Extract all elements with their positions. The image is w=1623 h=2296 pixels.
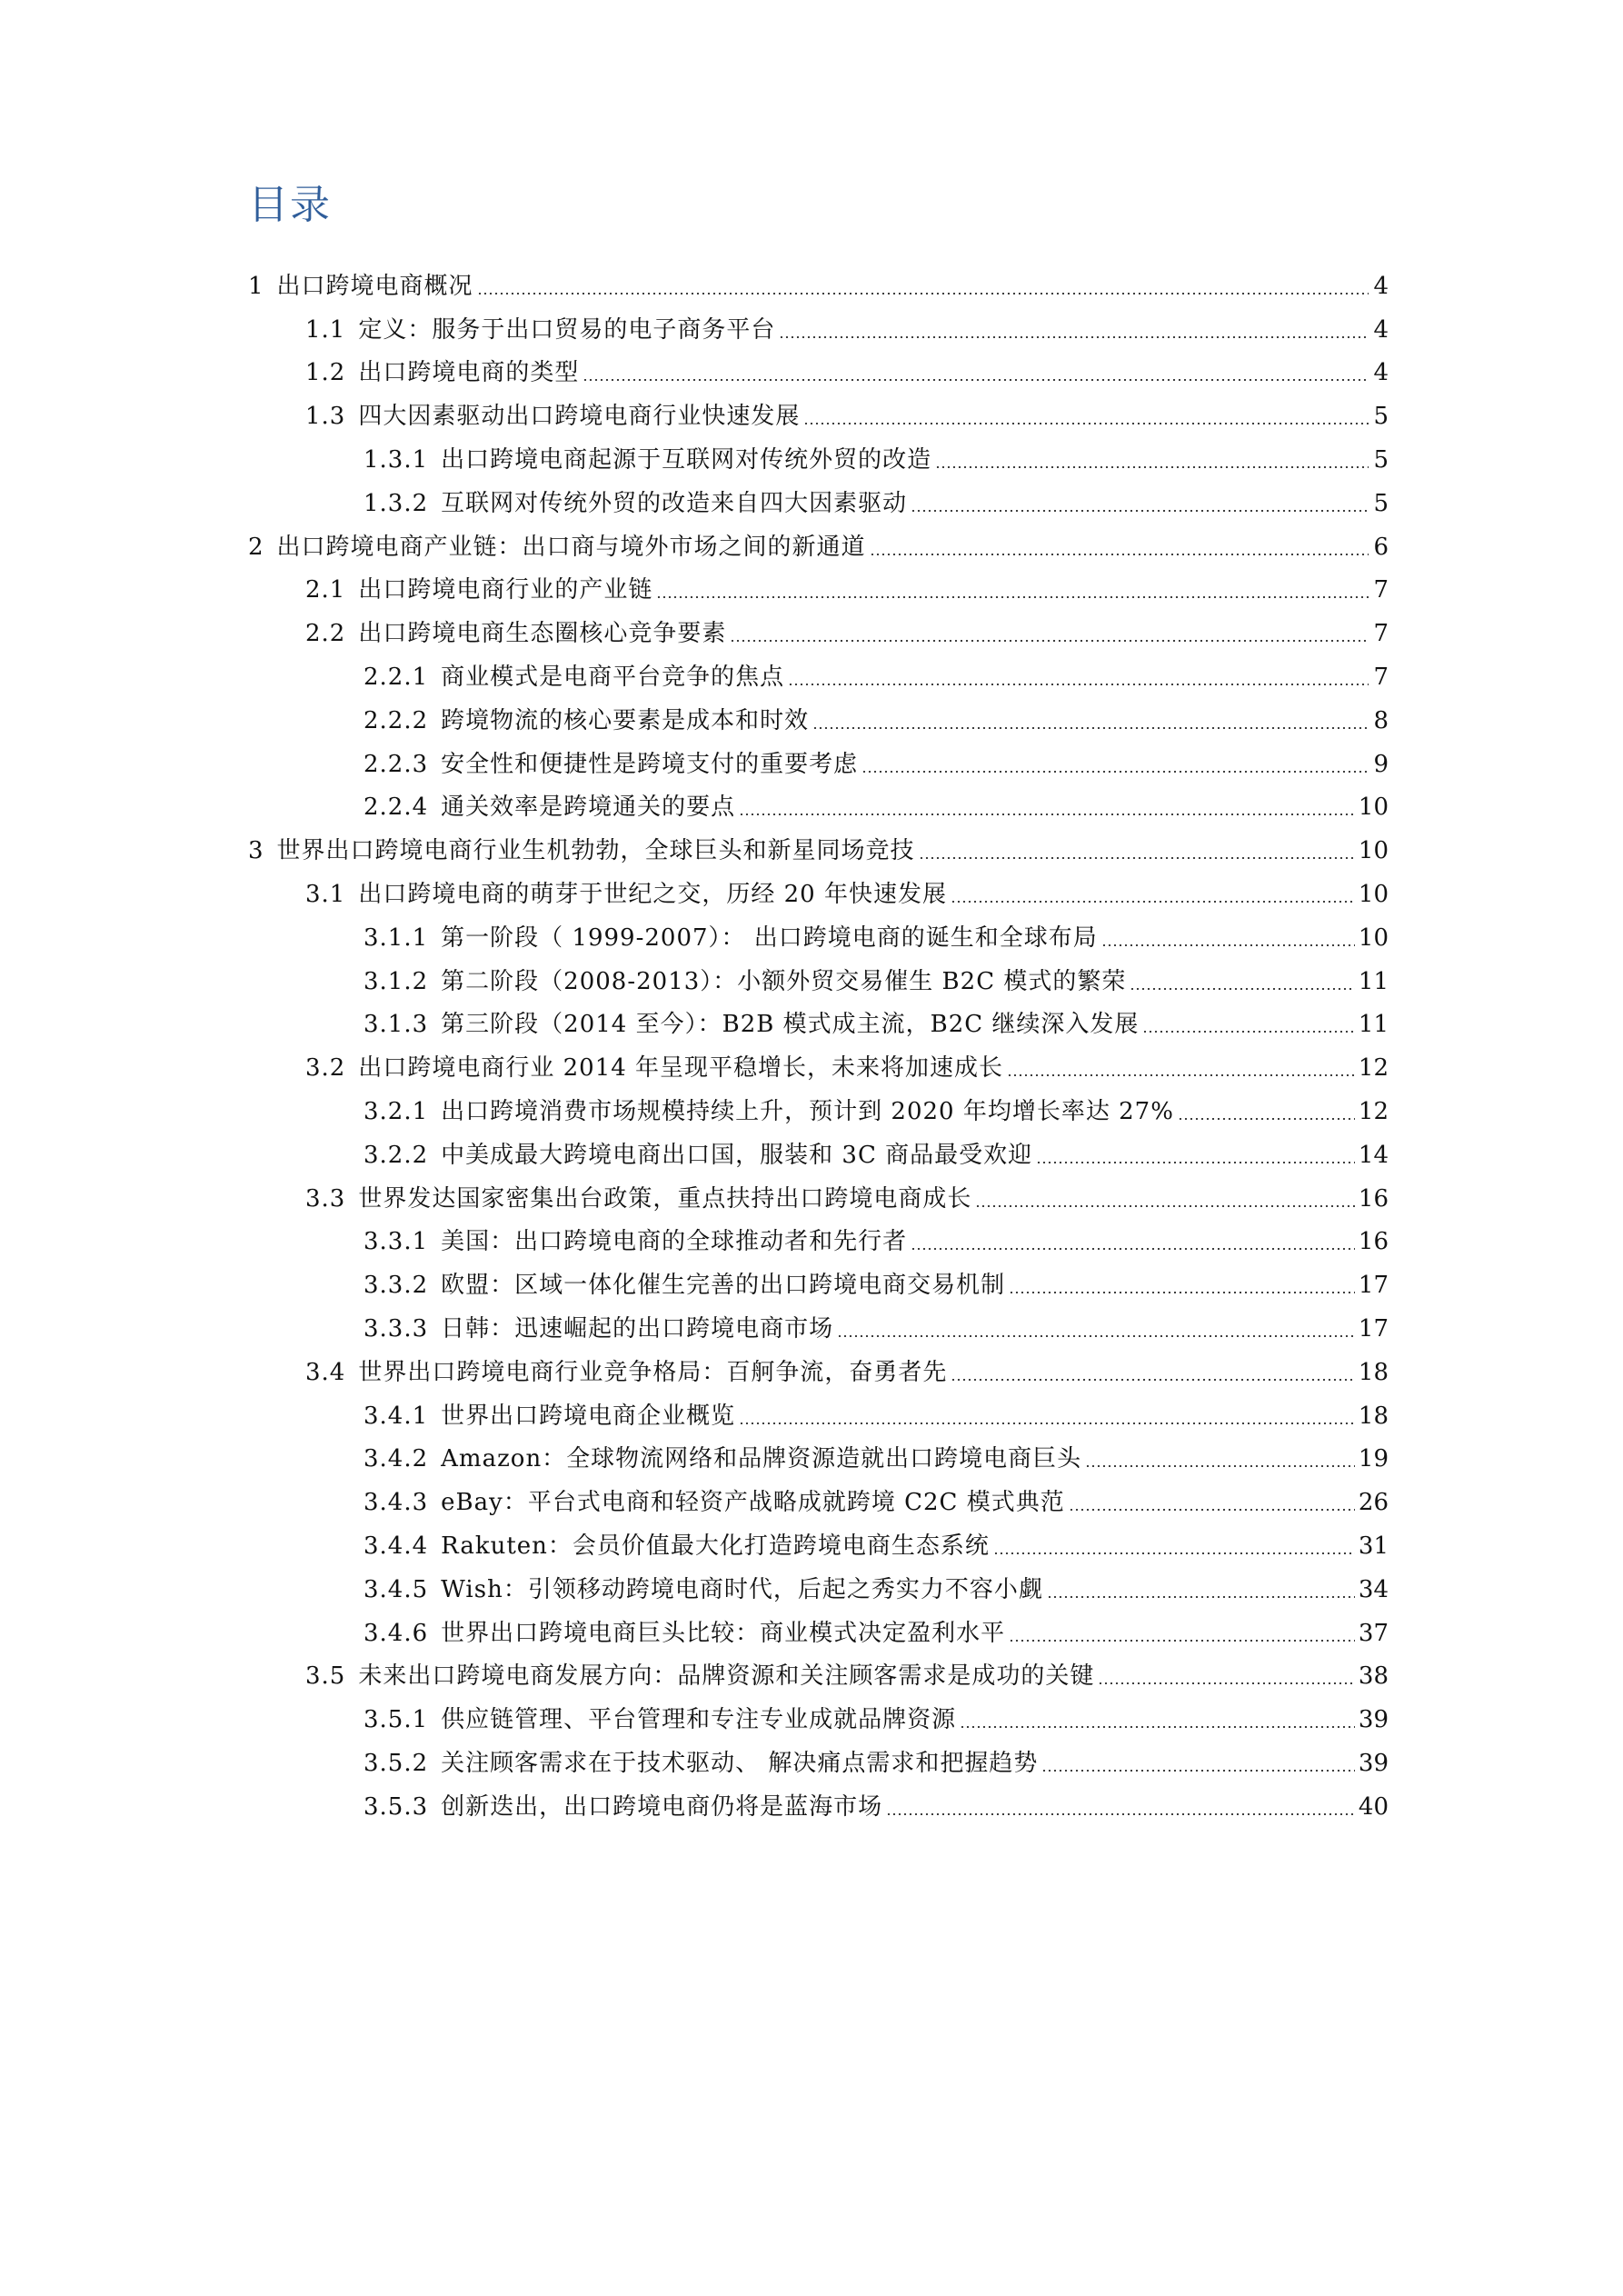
toc-entry[interactable]	[248, 1782, 1389, 1826]
toc-dot-leader	[975, 1205, 1355, 1207]
toc-dot-leader	[1007, 1074, 1355, 1076]
toc-entry-title: 定义：服务于出口贸易的电子商务平台	[358, 315, 776, 344]
toc-entry-number: 2.1	[305, 576, 346, 604]
toc-dot-leader	[739, 1423, 1355, 1424]
toc-dot-leader	[812, 727, 1369, 729]
toc-entry-page-number: 17	[1358, 1272, 1389, 1300]
toc-entry-page-number: 10	[1358, 794, 1389, 822]
toc-dot-leader	[1098, 1682, 1355, 1684]
toc-entry-number: 2.2	[305, 620, 346, 648]
toc-entry-title: 世界发达国家密集出台政策，重点扶持出口跨境电商成长	[358, 1184, 972, 1213]
toc-dot-leader	[1085, 1465, 1355, 1467]
toc-dot-leader	[803, 423, 1369, 424]
toc-entry-number: 3.5.3	[363, 1792, 429, 1821]
toc-dot-leader	[730, 640, 1369, 642]
toc-dot-leader	[870, 554, 1369, 555]
toc-entry-page-number: 7	[1373, 663, 1389, 691]
toc-entry-number: 3.3.2	[363, 1272, 429, 1300]
toc-dot-leader	[477, 293, 1369, 294]
toc-entry-page-number: 5	[1373, 403, 1389, 431]
toc-entry-number: 3.4.1	[363, 1402, 429, 1430]
toc-dot-leader	[1036, 1162, 1355, 1163]
toc-entry[interactable]	[248, 1261, 1389, 1304]
toc-entry[interactable]	[248, 826, 1389, 870]
toc-entry-title: 出口跨境电商的萌芽于世纪之交，历经 20 年快速发展	[358, 880, 947, 908]
toc-entry-number: 3.3.3	[363, 1314, 429, 1343]
toc-entry-number: 3.1.1	[363, 923, 429, 952]
toc-entry[interactable]	[248, 1565, 1389, 1609]
toc-entry-number: 1.3	[305, 403, 346, 431]
toc-entry-title: 第三阶段（2014 至今）：B2B 模式成主流，B2C 继续深入发展	[441, 1011, 1140, 1039]
toc-entry-page-number: 9	[1373, 750, 1389, 778]
toc-entry-title: 日韩：迅速崛起的出口跨境电商市场	[441, 1314, 834, 1343]
toc-entry[interactable]	[248, 1043, 1389, 1087]
toc-dot-leader	[886, 1813, 1355, 1815]
toc-entry-title: 关注顾客需求在于技术驱动、 解决痛点需求和把握趋势	[441, 1749, 1039, 1777]
toc-entry-page-number: 6	[1373, 533, 1389, 561]
toc-dot-leader	[1178, 1118, 1355, 1120]
toc-entry-page-number: 4	[1373, 315, 1389, 344]
toc-entry-page-number: 4	[1373, 359, 1389, 387]
toc-entry[interactable]	[248, 1695, 1389, 1739]
toc-entry[interactable]	[248, 696, 1389, 740]
toc-entry[interactable]	[248, 784, 1389, 827]
toc-entry-number: 3.4.2	[363, 1445, 429, 1473]
toc-dot-leader	[1069, 1509, 1355, 1511]
toc-entry[interactable]	[248, 523, 1389, 566]
toc-entry-number: 3.2.1	[363, 1097, 429, 1125]
toc-dot-leader	[1142, 1031, 1354, 1033]
toc-entry-title: 出口跨境电商生态圈核心竞争要素	[358, 620, 727, 648]
toc-entry-number: 1.3.1	[363, 445, 429, 474]
toc-entry-title: 出口跨境电商的类型	[358, 359, 580, 387]
toc-entry-page-number: 10	[1358, 837, 1389, 865]
toc-entry-title: 出口跨境电商行业 2014 年呈现平稳增长，未来将加速成长	[358, 1054, 1004, 1083]
toc-entry-number: 3.1.2	[363, 967, 429, 995]
toc-entry-page-number: 26	[1358, 1489, 1389, 1517]
toc-entry[interactable]	[248, 435, 1389, 479]
toc-entry-page-number: 37	[1358, 1619, 1389, 1647]
toc-entry[interactable]	[248, 1087, 1389, 1131]
toc-dot-leader	[656, 596, 1369, 598]
toc-dot-leader	[861, 771, 1369, 773]
toc-entry[interactable]	[248, 1392, 1389, 1435]
toc-entry-title: 出口跨境电商概况	[276, 272, 473, 300]
toc-dot-leader	[788, 684, 1369, 685]
toc-entry-number: 3.4.3	[363, 1489, 429, 1517]
toc-entry[interactable]	[248, 653, 1389, 696]
toc-dot-leader	[951, 1379, 1355, 1381]
toc-entry-title: 第二阶段（2008-2013）：小额外贸交易催生 B2C 模式的繁荣	[441, 967, 1127, 995]
toc-entry-number: 3.2	[305, 1054, 346, 1083]
toc-entry-title: 世界出口跨境电商行业生机勃勃，全球巨头和新星同场竞技	[276, 837, 915, 865]
toc-entry-page-number: 5	[1373, 445, 1389, 474]
toc-entry-page-number: 40	[1358, 1792, 1389, 1821]
toc-entry-title: Rakuten：会员价值最大化打造跨境电商生态系统	[441, 1532, 990, 1560]
toc-entry-page-number: 34	[1358, 1575, 1389, 1603]
toc-entry-title: 商业模式是电商平台竞争的焦点	[441, 663, 785, 691]
toc-dot-leader	[911, 1248, 1355, 1250]
toc-entry-number: 3	[248, 837, 264, 865]
toc-entry[interactable]	[248, 1435, 1389, 1479]
toc-dot-leader	[960, 1726, 1355, 1728]
toc-entry[interactable]	[248, 740, 1389, 784]
toc-entry[interactable]	[248, 1174, 1389, 1218]
toc-entry[interactable]	[248, 566, 1389, 610]
toc-entry-number: 3.5.1	[363, 1706, 429, 1734]
toc-entry-page-number: 16	[1358, 1184, 1389, 1213]
toc-entry-page-number: 8	[1373, 706, 1389, 734]
toc-entry-number: 2.2.2	[363, 706, 429, 734]
toc-entry-number: 3.3	[305, 1184, 346, 1213]
toc-entry[interactable]	[248, 1522, 1389, 1565]
toc-entry-page-number: 19	[1358, 1445, 1389, 1473]
toc-entry-title: Amazon：全球物流网络和品牌资源造就出口跨境电商巨头	[441, 1445, 1082, 1473]
toc-list	[248, 262, 1389, 1826]
toc-entry-title: 美国：出口跨境电商的全球推动者和先行者	[441, 1228, 908, 1256]
toc-dot-leader	[935, 466, 1369, 468]
toc-entry[interactable]	[248, 1478, 1389, 1522]
toc-entry-title: Wish：引领移动跨境电商时代，后起之秀实力不容小觑	[441, 1575, 1043, 1603]
toc-entry[interactable]	[248, 479, 1389, 523]
toc-entry-number: 1.1	[305, 315, 346, 344]
toc-entry-title: 第一阶段（ 1999-2007）： 出口跨境电商的诞生和全球布局	[441, 923, 1098, 952]
toc-entry[interactable]	[248, 913, 1389, 957]
toc-entry-title: 世界出口跨境电商企业概览	[441, 1402, 736, 1430]
toc-entry-number: 2.2.1	[363, 663, 429, 691]
toc-dot-leader	[1047, 1596, 1355, 1598]
toc-dot-leader	[911, 510, 1369, 512]
toc-entry[interactable]	[248, 957, 1389, 1001]
toc-entry-page-number: 39	[1358, 1706, 1389, 1734]
toc-entry-title: 世界出口跨境电商巨头比较：商业模式决定盈利水平	[441, 1619, 1006, 1647]
toc-entry[interactable]	[248, 1609, 1389, 1652]
toc-entry-page-number: 4	[1373, 272, 1389, 300]
toc-entry[interactable]	[248, 1348, 1389, 1392]
toc-dot-leader	[951, 901, 1355, 903]
toc-dot-leader	[1041, 1770, 1354, 1772]
toc-entry-title: eBay：平台式电商和轻资产战略成就跨境 C2C 模式典范	[441, 1489, 1065, 1517]
toc-dot-leader	[739, 814, 1355, 815]
toc-entry-page-number: 7	[1373, 620, 1389, 648]
toc-entry-title: 世界出口跨境电商行业竞争格局：百舸争流，奋勇者先	[358, 1358, 948, 1386]
toc-entry-number: 3.5	[305, 1662, 346, 1691]
toc-entry[interactable]	[248, 609, 1389, 653]
toc-entry-number: 2	[248, 533, 264, 561]
toc-entry-number: 1.2	[305, 359, 346, 387]
toc-entry-title: 跨境物流的核心要素是成本和时效	[441, 706, 810, 734]
toc-entry-page-number: 10	[1358, 880, 1389, 908]
toc-entry-title: 互联网对传统外贸的改造来自四大因素驱动	[441, 489, 908, 517]
toc-entry-number: 3.4.6	[363, 1619, 429, 1647]
toc-entry-page-number: 12	[1358, 1054, 1389, 1083]
toc-entry-page-number: 18	[1358, 1402, 1389, 1430]
toc-entry-number: 1.3.2	[363, 489, 429, 517]
toc-entry-number: 3.4	[305, 1358, 346, 1386]
toc-entry-page-number: 31	[1358, 1532, 1389, 1560]
toc-entry-page-number: 38	[1358, 1662, 1389, 1691]
toc-entry-title: 出口跨境电商产业链：出口商与境外市场之间的新通道	[276, 533, 866, 561]
toc-dot-leader	[837, 1335, 1355, 1337]
toc-dot-leader	[1101, 944, 1355, 946]
toc-entry-page-number: 12	[1358, 1097, 1389, 1125]
toc-entry-title: 通关效率是跨境通关的要点	[441, 794, 736, 822]
toc-entry-title: 安全性和便捷性是跨境支付的重要考虑	[441, 750, 859, 778]
toc-entry-title: 出口跨境电商起源于互联网对传统外贸的改造	[441, 445, 932, 474]
toc-entry-title: 出口跨境电商行业的产业链	[358, 576, 653, 604]
toc-entry-page-number: 10	[1358, 923, 1389, 952]
toc-dot-leader	[1009, 1640, 1355, 1642]
toc-entry[interactable]	[248, 1304, 1389, 1348]
toc-entry-number: 3.4.4	[363, 1532, 429, 1560]
toc-entry[interactable]	[248, 1001, 1389, 1044]
toc-entry-number: 3.1	[305, 880, 346, 908]
toc-entry-number: 3.1.3	[363, 1011, 429, 1039]
toc-entry-page-number: 39	[1358, 1749, 1389, 1777]
toc-entry-title: 出口跨境消费市场规模持续上升，预计到 2020 年均增长率达 27%	[441, 1097, 1174, 1125]
toc-entry-title: 欧盟：区域一体化催生完善的出口跨境电商交易机制	[441, 1272, 1006, 1300]
toc-dot-leader	[993, 1552, 1355, 1554]
toc-entry[interactable]	[248, 262, 1389, 305]
toc-entry-number: 1	[248, 272, 264, 300]
toc-entry-page-number: 18	[1358, 1358, 1389, 1386]
toc-entry-title: 未来出口跨境电商发展方向：品牌资源和关注顾客需求是成功的关键	[358, 1662, 1095, 1691]
toc-dot-leader	[1009, 1292, 1355, 1293]
toc-dot-leader	[1130, 988, 1355, 990]
toc-entry-number: 3.4.5	[363, 1575, 429, 1603]
toc-entry[interactable]	[248, 870, 1389, 913]
toc-entry-page-number: 11	[1358, 967, 1389, 995]
toc-entry[interactable]	[248, 349, 1389, 393]
toc-entry[interactable]	[248, 1739, 1389, 1782]
toc-entry-number: 2.2.3	[363, 750, 429, 778]
toc-title: 目录	[248, 182, 332, 228]
toc-entry-number: 3.2.2	[363, 1141, 429, 1169]
toc-entry-page-number: 14	[1358, 1141, 1389, 1169]
toc-entry-title: 四大因素驱动出口跨境电商行业快速发展	[358, 403, 801, 431]
toc-entry-page-number: 16	[1358, 1228, 1389, 1256]
toc-entry[interactable]	[248, 1652, 1389, 1696]
toc-entry-number: 2.2.4	[363, 794, 429, 822]
toc-entry-page-number: 5	[1373, 489, 1389, 517]
toc-entry[interactable]	[248, 1218, 1389, 1262]
toc-dot-leader	[779, 336, 1369, 338]
toc-entry-page-number: 7	[1373, 576, 1389, 604]
toc-entry[interactable]	[248, 305, 1389, 349]
toc-entry-title: 创新迭出，出口跨境电商仍将是蓝海市场	[441, 1792, 883, 1821]
toc-entry-title: 中美成最大跨境电商出口国，服装和 3C 商品最受欢迎	[441, 1141, 1033, 1169]
toc-dot-leader	[919, 857, 1355, 859]
toc-entry-page-number: 17	[1358, 1314, 1389, 1343]
toc-entry-number: 3.5.2	[363, 1749, 429, 1777]
toc-dot-leader	[582, 379, 1369, 381]
toc-entry[interactable]	[248, 392, 1389, 435]
toc-entry-page-number: 11	[1358, 1011, 1389, 1039]
toc-entry-title: 供应链管理、平台管理和专注专业成就品牌资源	[441, 1706, 957, 1734]
toc-entry[interactable]	[248, 1131, 1389, 1174]
toc-entry-number: 3.3.1	[363, 1228, 429, 1256]
